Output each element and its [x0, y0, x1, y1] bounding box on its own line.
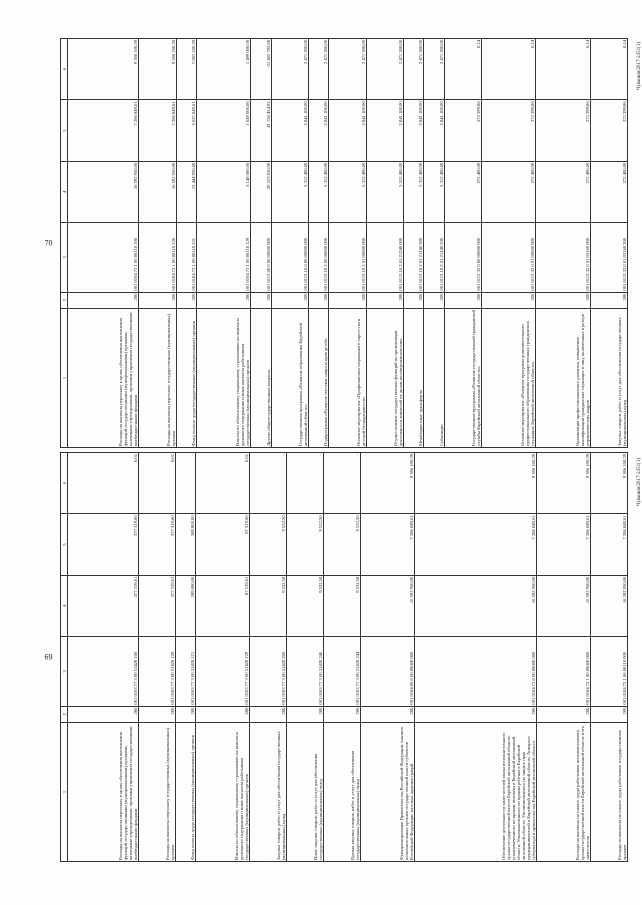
row-name: Фонд оплаты труда государственных (муниципальных) органов	[175, 722, 195, 861]
row-name: Государственная программа «Развитие государственной гражданской службы Еврейской автономной области»	[444, 308, 481, 447]
row-code: 200	[403, 292, 423, 308]
row-approved: 377 319,61	[138, 575, 175, 636]
row-code: 200	[424, 292, 444, 308]
row-executed: 2 841 100,00	[403, 100, 423, 161]
column-number: 4	[61, 161, 68, 222]
row-approved: 9 532,50	[324, 575, 361, 636]
row-unexecuted: 2 471 300,00	[271, 39, 308, 100]
row-executed: 41 758 454,92	[251, 100, 271, 161]
table-row	[403, 39, 423, 448]
row-name: Основное мероприятие «Профилактика социального сиротства и детской безнадзорности»	[329, 308, 366, 447]
row-executed: 2 841 100,00	[329, 100, 366, 161]
page-footer: Чувашия/2017-2351(1)	[637, 42, 642, 90]
table-row	[361, 453, 415, 862]
table-row	[415, 453, 536, 862]
row-code: 200	[415, 706, 536, 722]
page-number: 70	[44, 238, 53, 248]
row-executed: 2 841 100,00	[424, 100, 444, 161]
row-name: Обеспечение деятельности заместителей главы исполнительного органа государственной власти Еврейской автономной области, уполномоченного по правам человека в Еврейской автономной области, Уполномоченного по правам ребенка в Еврейской автономной области, Уполномоченного по защите прав предпринимателей в Еврейской автономной области, Аппарата губернатора и правительства Еврейской автономной области	[415, 722, 536, 861]
table-row	[176, 39, 196, 448]
row-approved: 16 592 950,00	[361, 575, 415, 636]
row-code: 200	[138, 706, 175, 722]
table-row	[287, 453, 324, 862]
row-executed: 7 286 849,61	[536, 514, 590, 575]
column-number: 4	[61, 575, 68, 636]
row-kbk: 001 0103 77 3 00 51420 121	[175, 637, 195, 707]
row-kbk: 001 0103 77 3 00 51420 200	[250, 637, 287, 707]
row-unexecuted: 9 306 100,39	[68, 39, 139, 100]
row-kbk: 001 0103 77 3 00 51420 120	[138, 637, 175, 707]
row-unexecuted: -	[250, 453, 287, 514]
row-kbk: 001 0104 72 1 00 00000 000	[536, 637, 590, 707]
row-unexecuted: 2 471 300,00	[308, 39, 328, 100]
row-unexecuted: 0,01	[138, 453, 175, 514]
table-row	[444, 39, 481, 448]
row-unexecuted: 0,01	[196, 453, 250, 514]
row-code: 200	[271, 292, 308, 308]
row-approved: 289 800,00	[175, 575, 195, 636]
row-approved: 5 312 400,00	[366, 161, 403, 222]
row-kbk: 001 0113 00 0 00 00000 000	[251, 223, 271, 293]
column-number-row	[61, 39, 68, 448]
row-unexecuted: 2 471 300,00	[329, 39, 366, 100]
row-approved: 9 532,50	[287, 575, 324, 636]
row-code: 200	[366, 292, 403, 308]
row-kbk: 001 0103 77 3 00 51420 240	[287, 637, 324, 707]
row-unexecuted: 0,14	[590, 39, 627, 100]
row-approved: 5 312 400,00	[271, 161, 308, 222]
table-row	[536, 453, 590, 862]
row-name: Межбюджетные трансферты	[403, 308, 423, 447]
row-code: 200	[536, 292, 590, 308]
row-unexecuted: -	[175, 453, 195, 514]
row-code: 200	[139, 292, 176, 308]
row-kbk: 001 0104 72 1 00 00110 000	[590, 637, 627, 707]
table-row	[329, 39, 366, 448]
table-row	[175, 453, 195, 862]
table-row	[138, 453, 175, 862]
row-name: Государственная программа «Развитие образования Еврейской автономной области»	[271, 308, 308, 447]
row-approved: 9 532,50	[250, 575, 287, 636]
row-name: Расходы на выплаты по оплате труда работников государственных органов	[590, 722, 627, 861]
row-code: 200	[176, 292, 196, 308]
table-row	[324, 453, 361, 862]
row-executed: 1 649 000,00	[196, 100, 250, 161]
row-kbk: 001 0113 10 2 01 21240 530	[424, 223, 444, 293]
row-kbk: 001 0113 32 0 01 03160 200	[590, 223, 627, 293]
row-kbk: 001 0104 72 1 00 00110 120	[139, 223, 176, 293]
column-number: 1	[61, 722, 68, 861]
row-kbk: 001 0113 10 2 01 21240 000	[366, 223, 403, 293]
row-approved: 16 592 950,00	[536, 575, 590, 636]
row-unexecuted: 9 306 100,39	[415, 453, 536, 514]
page-69	[38, 452, 642, 862]
page-70	[38, 36, 642, 448]
row-approved: 5 312 400,00	[329, 161, 366, 222]
row-code: 200	[251, 292, 271, 308]
row-kbk: 001 0103 77 3 00 51420 244	[324, 637, 361, 707]
row-code: 200	[329, 292, 366, 308]
row-kbk: 001 0104 72 1 00 00110 129	[196, 223, 250, 293]
row-unexecuted: -	[287, 453, 324, 514]
row-executed: 9 532,50	[287, 514, 324, 575]
row-executed: 377 319,60	[138, 514, 175, 575]
row-code: 200	[175, 706, 195, 722]
row-code: 200	[361, 706, 415, 722]
table-row	[68, 453, 139, 862]
row-code: 200	[68, 292, 139, 308]
row-approved: 16 592 950,00	[139, 161, 176, 222]
row-executed: 7 286 849,61	[68, 100, 139, 161]
row-code: 200	[68, 706, 139, 722]
row-executed: 2 841 100,00	[308, 100, 328, 161]
row-kbk: 001 0113 10 2 00 00000 000	[308, 223, 328, 293]
row-executed: 9 532,50	[324, 514, 361, 575]
row-executed: 272 399,86	[590, 100, 627, 161]
row-executed: 87 519,60	[196, 514, 250, 575]
table-row	[250, 453, 287, 862]
row-kbk: 001 0104 72 0 00 00000 000	[415, 637, 536, 707]
column-number: 6	[61, 453, 68, 514]
table-row	[271, 39, 308, 448]
row-name: Взносы по обязательному социальному страхованию на выплаты денежного содержания и иные выплаты работникам государственных (муниципальных) органов	[196, 722, 250, 861]
row-kbk: 001 0113 32 0 01 00000 000	[482, 223, 536, 293]
row-executed: 7 286 849,61	[590, 514, 627, 575]
row-executed: 7 286 849,61	[361, 514, 415, 575]
row-approved: 5 312 400,00	[424, 161, 444, 222]
row-code: 200	[324, 706, 361, 722]
row-kbk: 001 0113 10 2 01 21240 500	[403, 223, 423, 293]
row-kbk: 001 0104 00 0 00 00000 000	[361, 637, 415, 707]
row-name: Прочая закупка товаров, работ и услуг для обеспечения государственных (муниципальных) нужд	[324, 722, 361, 861]
row-name: Расходы на выплаты персоналу государственных (муниципальных) органов	[138, 722, 175, 861]
row-executed: 272 399,86	[536, 100, 590, 161]
row-name: Функционирование Правительства Российской Федерации, высших исполнительных органов государственной власти субъектов Российской Федерации, местных администраций	[361, 722, 415, 861]
row-executed: 272 399,86	[444, 100, 481, 161]
row-kbk: 001 0113 10 0 00 00000 000	[271, 223, 308, 293]
row-unexecuted: 9 306 100,39	[139, 39, 176, 100]
row-executed: 5 637 849,61	[176, 100, 196, 161]
row-code: 200	[590, 292, 627, 308]
scan-dust: · · ·	[268, 860, 287, 866]
row-code: 200	[287, 706, 324, 722]
row-code: 200	[250, 706, 287, 722]
row-name: Расходы на выплаты персоналу в целях обеспечения выполнения функций государственными (муниципальными) органами, казенными учреждениями, органами управления государственными внебюджетными фондами	[68, 722, 139, 861]
row-unexecuted: 7 807 100,39	[176, 39, 196, 100]
row-name: Организация профессионального развития, повышения квалификации гражданских служащих и лиц, включенных в резерв управленческих кадров	[536, 308, 590, 447]
row-unexecuted: 0,01	[68, 453, 139, 514]
row-name: Расходы на выплаты персоналу в целях обеспечения выполнения функций государственными (муниципальными) органами, казенными учреждениями, органами управления государственными внебюджетными фондами	[68, 308, 139, 447]
budget-table-page-69	[60, 452, 628, 862]
row-approved: 272 400,00	[482, 161, 536, 222]
table-row	[424, 39, 444, 448]
column-number-row	[61, 453, 68, 862]
row-name: Фонд оплаты труда государственных (муниципальных) органов	[176, 308, 196, 447]
column-number: 5	[61, 514, 68, 575]
column-number: 5	[61, 100, 68, 161]
table-row	[366, 39, 403, 448]
column-number: 1	[61, 308, 68, 447]
row-code: 200	[482, 292, 536, 308]
row-executed: 7 286 849,61	[139, 100, 176, 161]
row-code: 200	[444, 292, 481, 308]
row-unexecuted: 0,14	[482, 39, 536, 100]
row-approved: 272 400,00	[590, 161, 627, 222]
row-approved: 3 148 000,00	[196, 161, 250, 222]
row-unexecuted: 1 499 000,00	[196, 39, 250, 100]
row-name: Расходы на выплаты по оплате труда работников исполнительного органа государственной власти Еврейской автономной области и его заместителя	[536, 722, 590, 861]
row-executed: 2 841 100,00	[366, 100, 403, 161]
table-row	[139, 39, 176, 448]
row-approved: 272 400,00	[444, 161, 481, 222]
row-approved: 20 223 836,00	[251, 161, 271, 222]
row-executed: 289 800,00	[175, 514, 195, 575]
row-kbk: 001 0104 72 1 00 00110 121	[176, 223, 196, 293]
column-number: 2	[61, 292, 68, 308]
row-approved: 5 312 400,00	[403, 161, 423, 222]
page-number: 69	[44, 652, 53, 662]
column-number: 2	[61, 706, 68, 722]
row-kbk: 001 0113 32 0 01 03160 000	[536, 223, 590, 293]
row-executed: 377 319,60	[68, 514, 139, 575]
table-row	[68, 39, 139, 448]
row-kbk: 001 0113 32 0 00 00000 000	[444, 223, 481, 293]
row-name: Основное мероприятие «Развитие программ дополнительного профессионального образования государственных гражданских служащих Еврейской автономной области»	[482, 308, 536, 447]
row-code: 200	[308, 292, 328, 308]
table-row	[590, 453, 627, 862]
table-row	[251, 39, 271, 448]
row-executed: 272 399,86	[482, 100, 536, 161]
table-row	[536, 39, 590, 448]
row-code: 200	[590, 706, 627, 722]
row-name: Расходы на выплаты персоналу государственных (муниципальных) органов	[139, 308, 176, 447]
row-unexecuted: -21 465 795,68	[251, 39, 271, 100]
table-row	[308, 39, 328, 448]
row-approved: 5 312 400,00	[308, 161, 328, 222]
row-kbk: 001 0103 77 3 00 51420 100	[68, 637, 139, 707]
table-row	[196, 39, 250, 448]
row-code: 200	[196, 706, 250, 722]
table-row	[590, 39, 627, 448]
row-approved: 16 592 950,00	[68, 161, 139, 222]
table-row	[482, 39, 536, 448]
row-unexecuted: 9 306 100,39	[590, 453, 627, 514]
row-approved: 87 519,61	[196, 575, 250, 636]
page-footer: Чувашия/2017-2351(1)	[637, 458, 642, 506]
row-unexecuted: 0,14	[444, 39, 481, 100]
row-unexecuted: -	[324, 453, 361, 514]
row-unexecuted: 2 471 300,00	[403, 39, 423, 100]
row-executed: 2 841 100,00	[271, 100, 308, 161]
column-number: 6	[61, 39, 68, 100]
row-name: Взносы по обязательному социальному страхованию на выплаты денежного содержания и иные выплаты работникам государственных (муниципальных) органов	[196, 308, 250, 447]
row-name: Закупка товаров, работ и услуг для обеспечения государственных (муниципальных) нужд	[590, 308, 627, 447]
row-name: Закупка товаров, работ и услуг для обеспечения государственных (муниципальных) нужд	[250, 722, 287, 861]
row-code: 200	[536, 706, 590, 722]
row-name: Иные закупки товаров, работ и услуг для обеспечения государственных (муниципальных) нужд	[287, 722, 324, 861]
row-unexecuted: 0,14	[536, 39, 590, 100]
row-kbk: 001 0103 77 3 00 51420 129	[196, 637, 250, 707]
column-number: 3	[61, 637, 68, 707]
row-approved: 16 592 950,00	[415, 575, 536, 636]
row-unexecuted: 9 306 100,39	[361, 453, 415, 514]
row-approved: 377 319,61	[68, 575, 139, 636]
table-row	[196, 453, 250, 862]
row-approved: 13 444 950,00	[176, 161, 196, 222]
row-kbk: 001 0104 72 1 00 00110 100	[68, 223, 139, 293]
row-unexecuted: 2 471 300,00	[424, 39, 444, 100]
row-unexecuted: 2 471 300,00	[366, 39, 403, 100]
row-approved: 272 400,00	[536, 161, 590, 222]
column-number: 3	[61, 223, 68, 293]
row-kbk: 001 0113 10 2 01 00000 000	[329, 223, 366, 293]
row-name: Осуществление государственных функций по организации деятельности комиссий по делам несовершеннолетних	[366, 308, 403, 447]
budget-table-page-70	[60, 38, 628, 448]
row-code: 200	[196, 292, 250, 308]
row-name: Подпрограмма «Развитие системы защиты прав детей»	[308, 308, 328, 447]
row-executed: 9 532,50	[250, 514, 287, 575]
row-unexecuted: 9 306 100,39	[536, 453, 590, 514]
row-name: Другие общегосударственные вопросы	[251, 308, 271, 447]
row-executed: 7 286 849,61	[415, 514, 536, 575]
row-name: Субвенции	[424, 308, 444, 447]
row-approved: 16 592 950,00	[590, 575, 627, 636]
